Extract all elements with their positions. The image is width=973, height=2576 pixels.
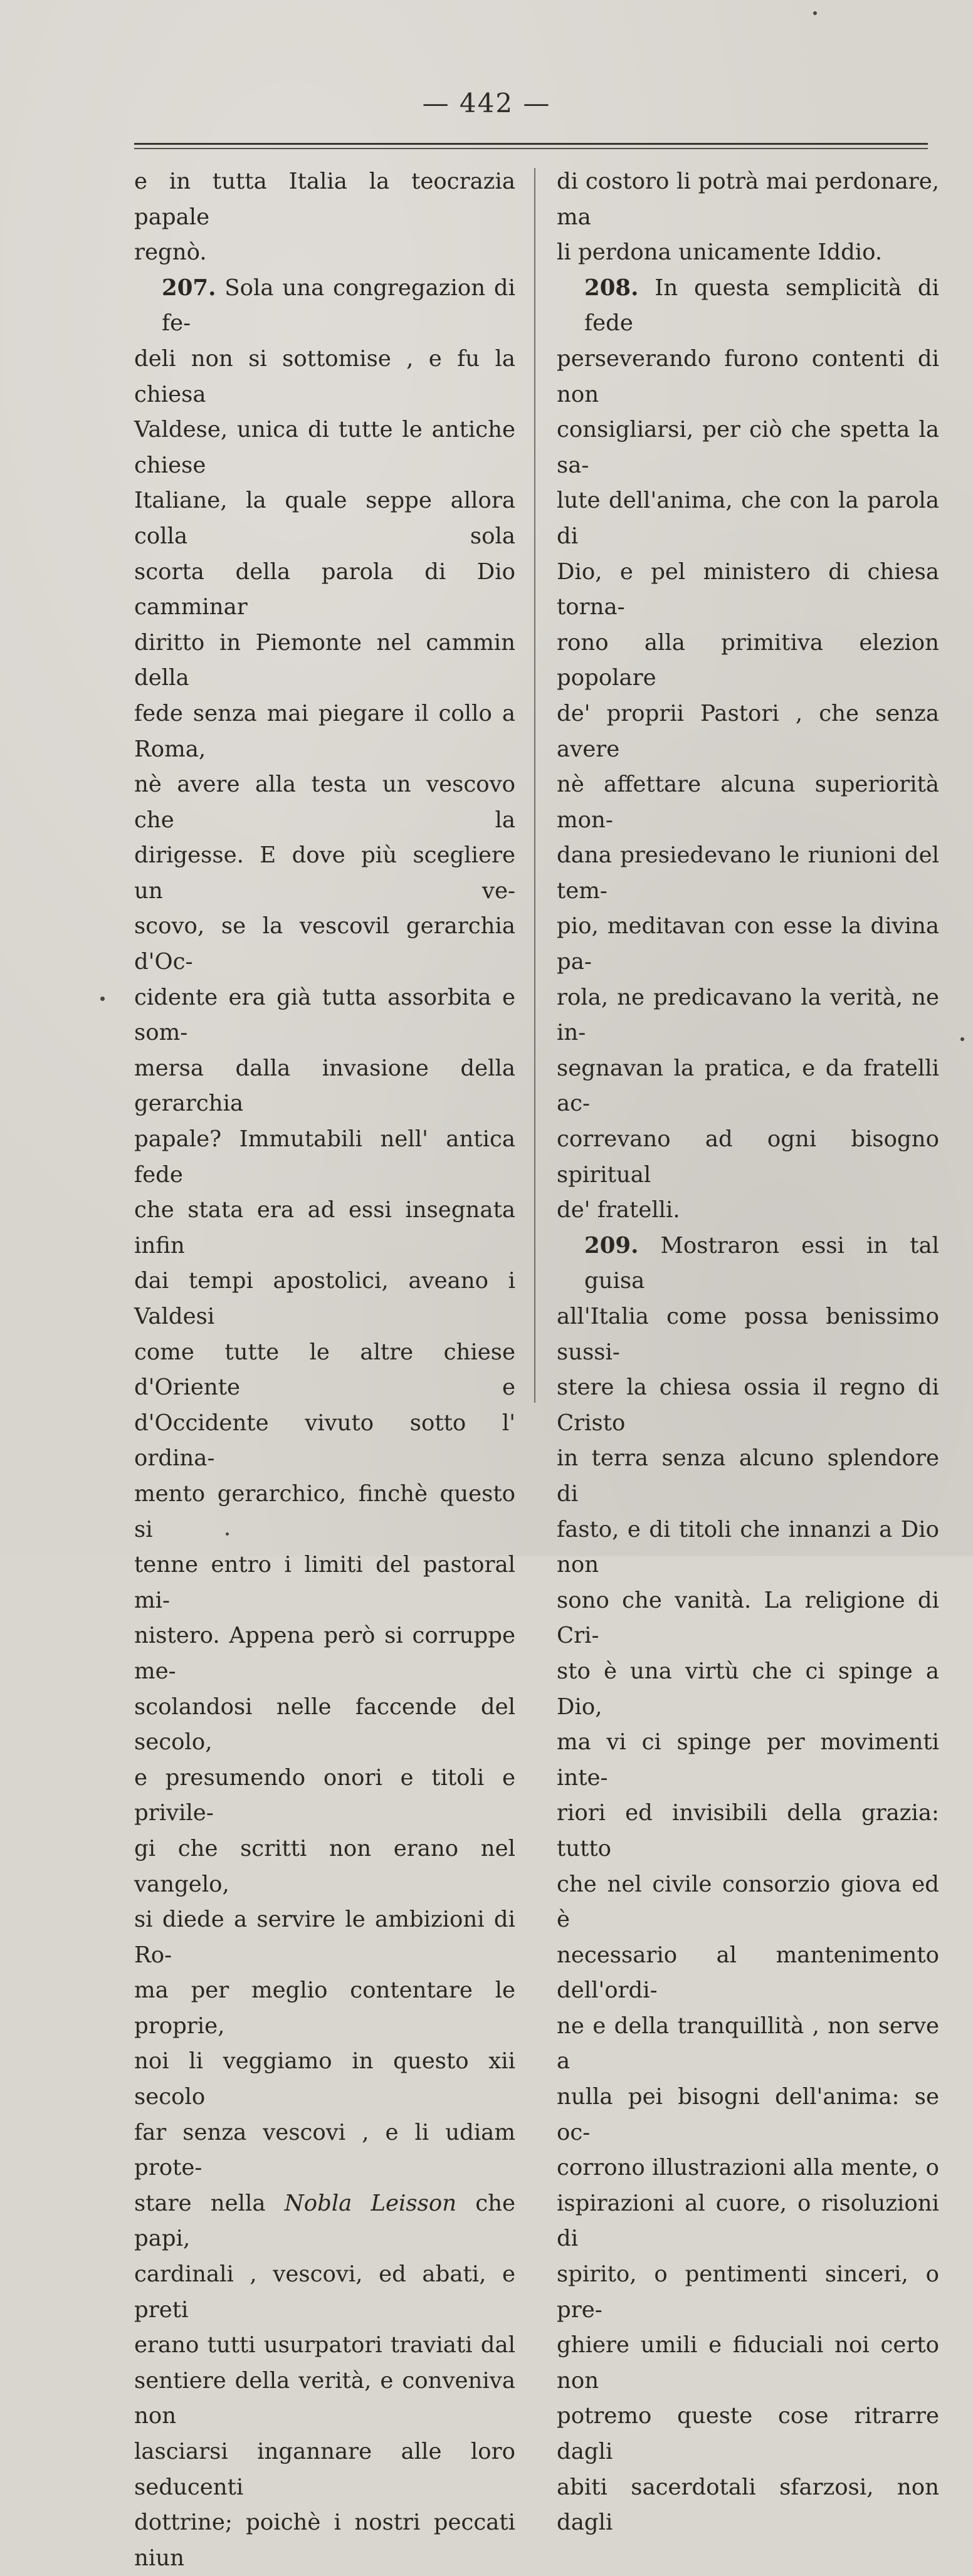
text-line: noi li veggiamo in questo xii secolo	[134, 2048, 515, 2110]
text-line	[557, 271, 939, 342]
text-line: dirigesse. E dove più scegliere un ve-	[134, 842, 515, 904]
text-line: lasciarsi ingannare alle loro seducenti	[134, 2439, 515, 2500]
text-line: che nel civile consorzio giova ed è	[557, 1871, 939, 1933]
text-line: all'Italia come possa benissimo sussi-	[557, 1304, 939, 1365]
text-line: abiti sacerdotali sfarzosi, non dagli	[557, 2474, 939, 2536]
right-column	[557, 164, 939, 2541]
text-line: stere la chiesa ossia il regno di Cristo	[557, 1374, 939, 1436]
text-line: scovo, se la vescovil gerarchia d'Oc-	[134, 913, 515, 975]
text-line: Dio, e pel ministero di chiesa torna-	[557, 558, 939, 620]
text-line: sentiere della verità, e conveniva non	[134, 2367, 515, 2429]
paragraph-number: 209.	[584, 1232, 639, 1259]
paper-speck	[960, 1037, 964, 1041]
text-line: perseverando furono contenti di non	[557, 345, 939, 407]
text-line: diritto in Piemonte nel cammin della	[134, 629, 515, 691]
text-line: erano tutti usurpatori traviati dal	[134, 2332, 515, 2359]
text-line: ma per meglio contentare le proprie,	[134, 1977, 515, 2039]
text-line: regnò.	[134, 239, 207, 266]
text-line: scorta della parola di Dio camminar	[134, 558, 515, 620]
page-number: — 442 —	[422, 88, 551, 118]
text-line: de' proprii Pastori , che senza avere	[557, 700, 939, 762]
text-line: di costoro li potrà mai perdonare, ma	[557, 169, 939, 230]
paper-speck	[813, 11, 817, 15]
text-line: Italiane, la quale seppe allora colla sola	[134, 488, 515, 549]
paper-speck	[100, 997, 105, 1001]
text-line	[134, 271, 515, 342]
line-text: stare nella	[134, 2190, 285, 2216]
line-text: Sola una congregazion di fe-	[162, 275, 515, 337]
paragraph-number: 207.	[162, 275, 216, 301]
text-line: scolandosi nelle faccende del secolo,	[134, 1694, 515, 1756]
text-line: far senza vescovi , e li udiam prote-	[134, 2119, 515, 2181]
paragraph-number: 208.	[584, 275, 639, 301]
line-text: In questa semplicità di fede	[584, 275, 939, 337]
text-line: dai tempi apostolici, aveano i Valdesi	[134, 1268, 515, 1329]
text-line	[134, 2186, 515, 2257]
paper-speck	[226, 1532, 229, 1536]
text-line: nistero. Appena però si corruppe me-	[134, 1623, 515, 1684]
text-line: nè avere alla testa un vescovo che la	[134, 772, 515, 833]
text-line: consigliarsi, per ciò che spetta la sa-	[557, 417, 939, 478]
text-line: lute dell'anima, che con la parola di	[557, 488, 939, 549]
text-line: cardinali , vescovi, ed abati, e preti	[134, 2261, 515, 2323]
text-line: d'Occidente vivuto sotto l' ordina-	[134, 1410, 515, 1472]
text-line: pio, meditavan con esse la divina pa-	[557, 913, 939, 975]
text-line: segnavan la pratica, e da fratelli ac-	[557, 1055, 939, 1117]
text-line: mersa dalla invasione della gerarchia	[134, 1055, 515, 1117]
text-line: riori ed invisibili della grazia: tutto	[557, 1800, 939, 1861]
text-line: rono alla primitiva elezion popolare	[557, 629, 939, 691]
text-line: fede senza mai piegare il collo a Roma,	[134, 700, 515, 762]
text-line: dana presiedevano le riunioni del tem-	[557, 842, 939, 904]
line-text: Mostraron essi in tal guisa	[584, 1232, 939, 1294]
text-line: in terra senza alcuno splendore di	[557, 1445, 939, 1507]
text-line: sono che vanità. La religione di Cri-	[557, 1587, 939, 1649]
text-line: ne e della tranquillità , non serve a	[557, 2013, 939, 2075]
text-line: ma vi ci spinge per movimenti inte-	[557, 1729, 939, 1791]
left-column	[134, 164, 515, 2576]
header-rule-top	[134, 143, 928, 145]
text-line	[557, 1228, 939, 1299]
text-line: tenne entro i limiti del pastoral mi-	[134, 1552, 515, 1613]
header-rule-bottom	[134, 148, 928, 149]
text-line: e presumendo onori e titoli e privile-	[134, 1764, 515, 1826]
text-line: nulla pei bisogni dell'anima: se oc-	[557, 2084, 939, 2145]
text-line: papale? Immutabili nell' antica fede	[134, 1126, 515, 1188]
text-line: ghiere umili e fiduciali noi certo non	[557, 2332, 939, 2394]
text-line: spirito, o pentimenti sinceri, o pre-	[557, 2261, 939, 2323]
text-line: Valdese, unica di tutte le antiche chiese	[134, 417, 515, 478]
text-line: ispirazioni al cuore, o risoluzioni di	[557, 2190, 939, 2252]
text-line: corrono illustrazioni alla mente, o	[557, 2155, 939, 2181]
text-line: che stata era ad essi insegnata infin	[134, 1197, 515, 1259]
text-line: e in tutta Italia la teocrazia papale	[134, 169, 515, 230]
text-line: fasto, e di titoli che innanzi a Dio non	[557, 1516, 939, 1578]
text-line: gi che scritti non erano nel vangelo,	[134, 1835, 515, 1897]
text-line: necessario al mantenimento dell'ordi-	[557, 1942, 939, 2004]
text-line: de' fratelli.	[557, 1197, 680, 1223]
column-divider	[534, 168, 535, 1403]
text-line: cidente era già tutta assorbita e som-	[134, 984, 515, 1046]
text-line: mento gerarchico, finchè questo si	[134, 1480, 515, 1542]
text-line: deli non si sottomise , e fu la chiesa	[134, 345, 515, 407]
text-line: rola, ne predicavano la verità, ne in-	[557, 984, 939, 1046]
line-text: che papi,	[134, 2190, 515, 2252]
text-line: potremo queste cose ritrarre dagli	[557, 2403, 939, 2464]
text-line: dottrine; poichè i nostri peccati niun	[134, 2510, 515, 2571]
text-line: come tutte le altre chiese d'Oriente e	[134, 1339, 515, 1401]
text-line: correvano ad ogni bisogno spiritual	[557, 1126, 939, 1188]
text-line: si diede a servire le ambizioni di Ro-	[134, 1907, 515, 1968]
text-line: nè affettare alcuna superiorità mon-	[557, 772, 939, 833]
italic-title: Nobla Leisson	[284, 2190, 457, 2216]
text-line: li perdona unicamente Iddio.	[557, 239, 883, 266]
text-line: sto è una virtù che ci spinge a Dio,	[557, 1658, 939, 1720]
